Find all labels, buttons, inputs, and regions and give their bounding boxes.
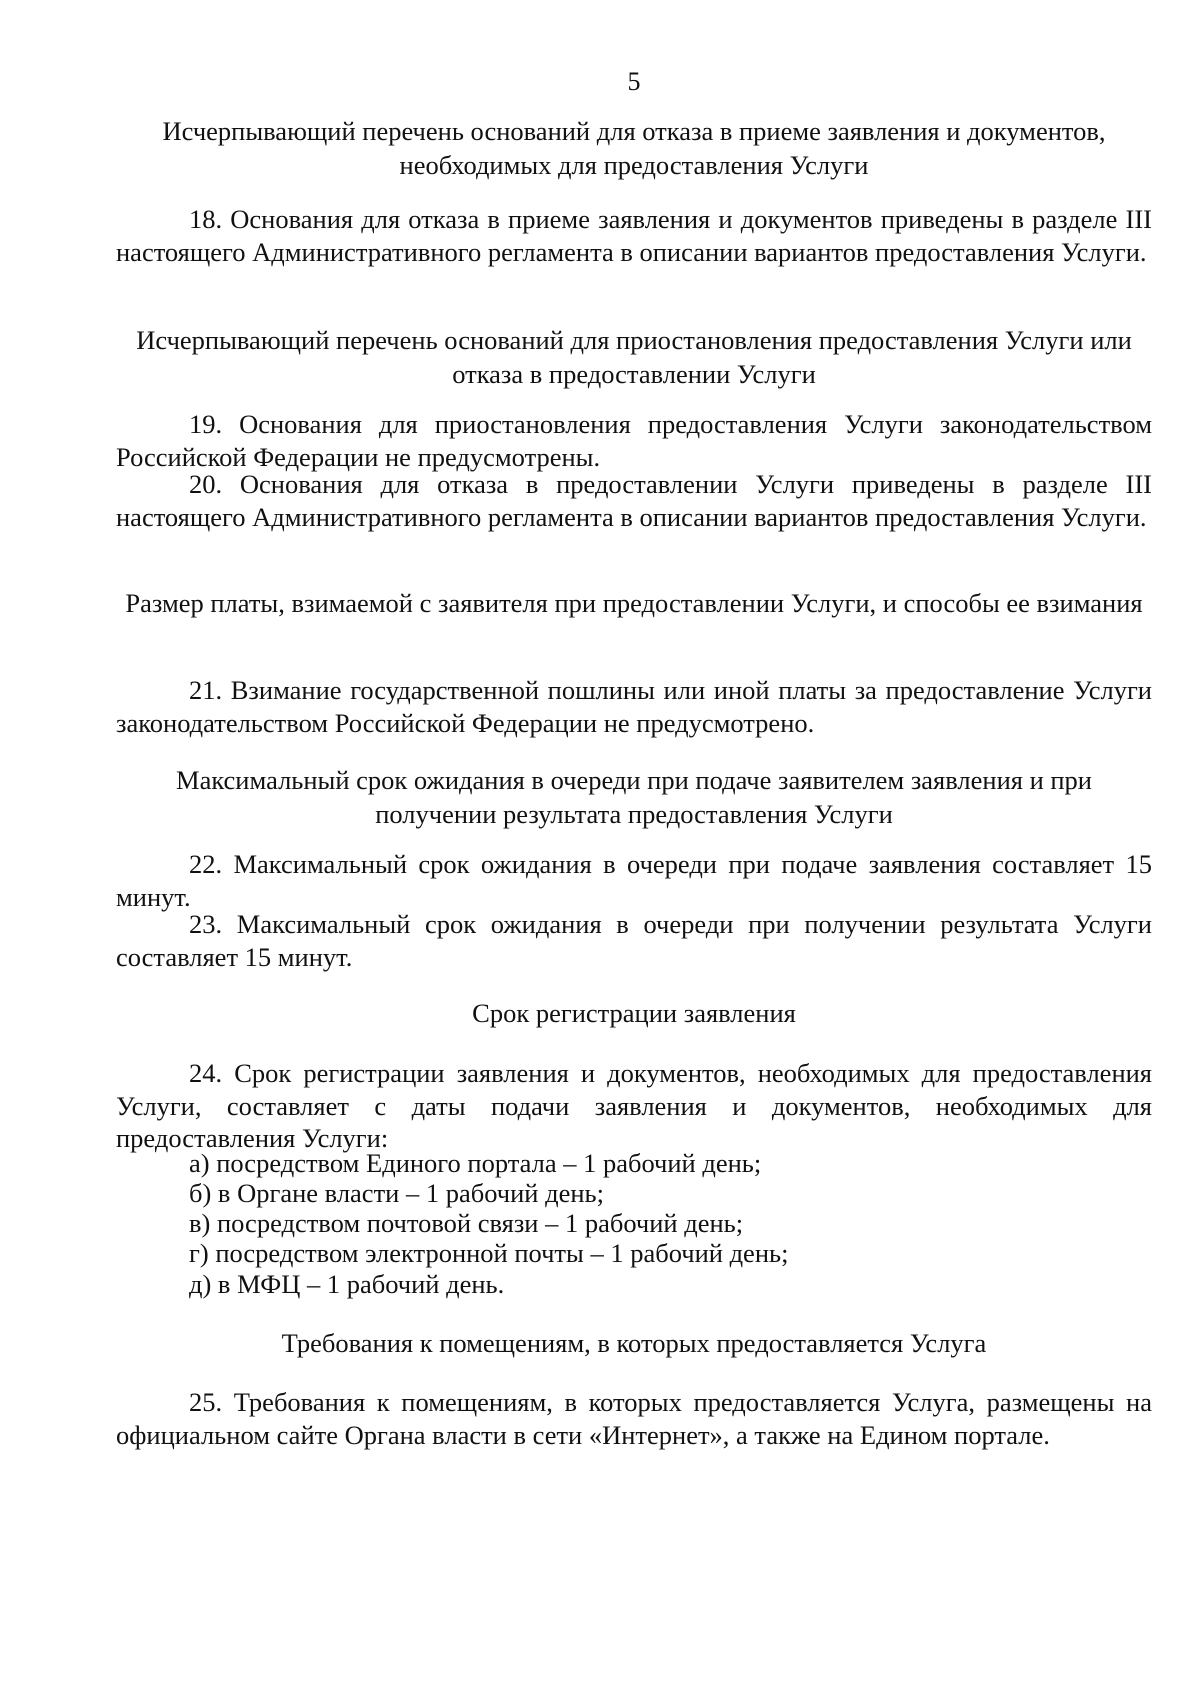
document-page — [116, 0, 1152, 1697]
list-item-b: б) в Органе власти – 1 рабочий день; — [189, 1178, 604, 1208]
paragraph-22: 22. Максимальный срок ожидания в очереди при подаче заявления составляет 15 минут. — [116, 849, 1152, 912]
list-item-d: д) в МФЦ – 1 рабочий день. — [189, 1269, 505, 1299]
paragraph-24: 24. Срок регистрации заявления и документов, необходимых для предоставления Услуги, составляет с даты подачи заявления и документов, необходимых для предоставления Услуги: — [116, 1058, 1152, 1153]
section-heading-suspension: Исчерпывающий перечень оснований для приостановления предоставления Услуги или отказа в предоставлении Услуги — [136, 325, 1132, 389]
page-number: 5 — [627, 67, 641, 96]
list-item-g: г) посредством электронной почты – 1 рабочий день; — [189, 1238, 789, 1268]
section-heading-registration: Срок регистрации заявления — [472, 998, 796, 1028]
section-heading-fee: Размер платы, взимаемой с заявителя при предоставлении Услуги, и способы ее взимания — [125, 588, 1143, 618]
section-heading-queue-time: Максимальный срок ожидания в очереди при подаче заявителем заявления и при получении результата предоставления Услуги — [176, 765, 1092, 829]
paragraph-19: 19. Основания для приостановления предоставления Услуги законодательством Российской Федерации не предусмотрены. — [116, 409, 1152, 472]
paragraph-20: 20. Основания для отказа в предоставлении Услуги приведены в разделе III настоящего Административного регламента в описании вариантов предоставления Услуги. — [116, 469, 1152, 532]
section-heading-refusal-acceptance: Исчерпывающий перечень оснований для отказа в приеме заявления и документов, необходимых для предоставления Услуги — [162, 116, 1106, 180]
section-heading-premises: Требования к помещениям, в которых предоставляется Услуга — [281, 1328, 987, 1358]
list-item-a: а) посредством Единого портала – 1 рабочий день; — [189, 1148, 762, 1178]
paragraph-25: 25. Требования к помещениям, в которых предоставляется Услуга, размещены на официальном сайте Органа власти в сети «Интернет», а также на Едином портале. — [116, 1387, 1152, 1450]
paragraph-21: 21. Взимание государственной пошлины или иной платы за предоставление Услуги законодательством Российской Федерации не предусмотрено. — [116, 675, 1152, 738]
paragraph-18: 18. Основания для отказа в приеме заявления и документов приведены в разделе III настоящего Административного регламента в описании вариантов предоставления Услуги. — [116, 204, 1152, 267]
paragraph-23: 23. Максимальный срок ожидания в очереди при получении результата Услуги составляет 15 минут. — [116, 909, 1152, 972]
list-item-v: в) посредством почтовой связи – 1 рабочий день; — [189, 1208, 744, 1238]
